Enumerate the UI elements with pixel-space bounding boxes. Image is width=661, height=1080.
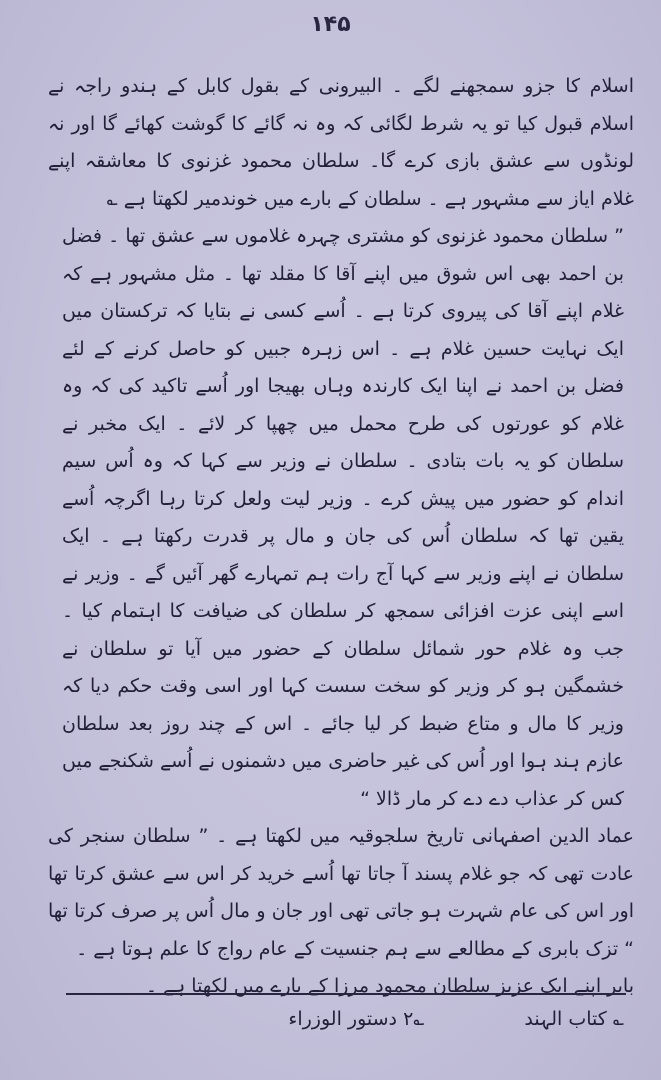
quotation-khwandamir: ” سلطان محمود غزنوی کو مشتری چہرہ غلاموں سے عشق تھا ۔ فضل بن احمد بھی اس شوق میں اپنے آقا کا مقلد تھا ۔ مثل مشہور ہے کہ غلام اپنے آقا کی پیروی کرتا ہے ۔ اُسے کسی نے بتایا کہ ترکستان میں ایک نہایت حسین غلام ہے ۔ اس زہرہ جبیں کو حاصل کرنے کے لئے فضل بن احمد نے اپنا ایک کارندہ وہاں بھیجا اور اُسے تاکید کی کہ وہ غلام کو عورتوں کی طرح محمل میں چھپا کر لائے ۔ ایک مخبر نے سلطان کو یہ بات بتادی ۔ سلطان نے وزیر سے کہا کہ وہ اُس سیم اندام کو حضور میں پیش کرے ۔ وزیر لیت ولعل کرتا رہا اگرچہ اُسے یقین تھا کہ سلطان اُس کی جان و مال پر قدرت رکھتا ہے ۔ ایک سلطان نے اپنے وزیر سے کہا آج رات ہم تمہارے گھر آئیں گے ۔ وزیر نے اسے اپنی عزت افزائی سمجھ کر سلطان کی ضیافت کا اہتمام کیا ۔ جب وہ غلام حور شمائل سلطان کے حضور میں آیا تو سلطان نے خشمگین ہو کر وزیر کو سخت سست کہا اور اسی وقت حکم دیا کہ وزیر کا مال و متاع ضبط کر لیا جائے ۔ اس کے چند روز بعد سلطان عازم ہند ہوا اور اُس کی غیر حاضری میں دشمنوں نے اُسے شکنجے میں کس کر عذاب دے دے کر مار ڈالا “: [62, 225, 624, 810]
body-text: [48, 68, 634, 1006]
paragraph-babur: بابر اپنے ایک عزیز سلطان محمود مرزا کے بارے میں لکھتا ہے ۔: [145, 975, 634, 997]
footnote-2: ؎۲ دستور الوزراء: [288, 1008, 425, 1030]
footnote-1: ؎ کتاب الہند: [524, 1008, 624, 1030]
footnote-divider: [66, 993, 626, 995]
paragraph-imad-ud-din: عماد الدین اصفہانی تاریخ سلجوقیہ میں لکھتا ہے ۔ ” سلطان سنجر کی عادت تھی کہ جو غلام پسند آ جاتا تھا اُسے خرید کر اس سے عشق کرتا تھا اور اس کی عام شہرت ہو جاتی تھی اور جان و مال اُس پر صرف کرتا تھا “ تزک بابری کے مطالعے سے ہم جنسیت کے عام رواج کا علم ہوتا ہے ۔: [48, 825, 634, 960]
footnotes: [60, 1008, 624, 1030]
page-number: ۱۴۵: [310, 12, 351, 37]
paragraph-intro: اسلام کا جزو سمجھنے لگے ۔ البیرونی کے بقول کابل کے ہندو راجہ نے اسلام قبول کیا تو یہ شرط لگائی کہ وہ نہ گائے کا گوشت کھائے گا اور نہ لونڈوں سے عشق بازی کرے گا۔ سلطان محمود غزنوی کا معاشقہ اپنے غلام ایاز سے مشہور ہے ۔ سلطان کے بارے میں خوندمیر لکھتا ہے ؎: [48, 75, 634, 210]
